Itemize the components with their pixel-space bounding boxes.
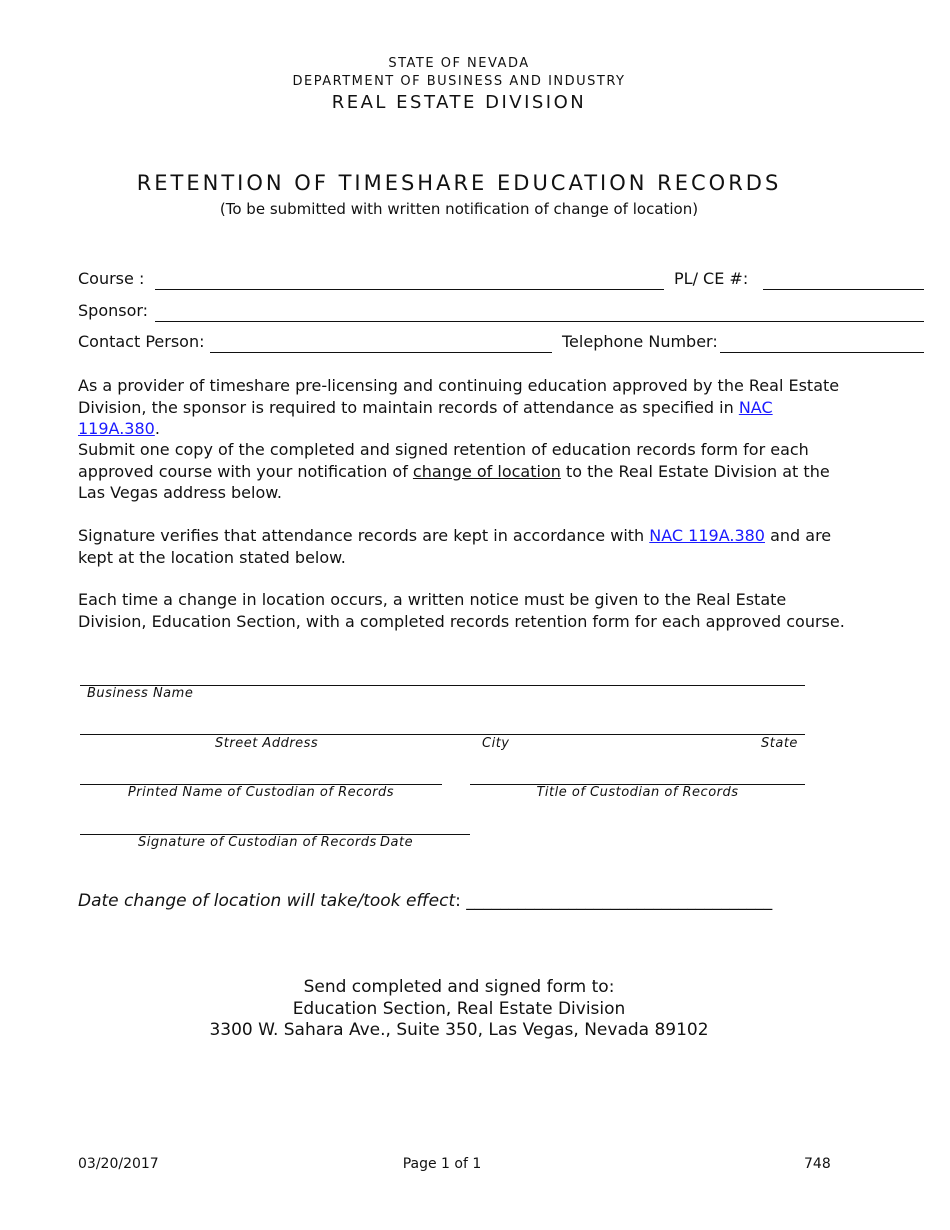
header-division: REAL ESTATE DIVISION (331, 92, 587, 113)
signature-caption: Signature of Custodian of Records (138, 835, 377, 850)
telephone-field[interactable] (720, 352, 924, 353)
change-of-location-text: change of location (412, 461, 561, 481)
contact-person-label: Contact Person: (78, 332, 205, 351)
sponsor-label: Sponsor: (78, 301, 149, 320)
address-field[interactable] (80, 734, 805, 735)
course-label: Course : (78, 269, 145, 288)
telephone-label: Telephone Number: (562, 332, 718, 351)
course-field[interactable] (155, 289, 664, 290)
nac-link-2[interactable]: NAC 119A.380 (649, 526, 765, 545)
nac-link-1[interactable]: NAC 119A.380 (78, 397, 773, 438)
header-department: DEPARTMENT OF BUSINESS AND INDUSTRY (292, 74, 626, 89)
effective-date-row[interactable]: Date change of location will take/took effect: ____________________________________ (78, 891, 773, 911)
contact-person-field[interactable] (210, 352, 552, 353)
printed-name-caption: Printed Name of Custodian of Records (127, 785, 395, 800)
send-line-2: Education Section, Real Estate Division (292, 999, 626, 1019)
effective-date-label: Date change of location will take/took effect (78, 891, 456, 911)
effective-date-blank[interactable]: ____________________________________ (460, 891, 773, 911)
send-line-1: Send completed and signed form to: (303, 977, 615, 997)
paragraph-provider: As a provider of timeshare pre-licensing and continuing education approved by the Real Estate Division, the sponsor is required to maintain records of attendance as specified in NAC 119A.380. (78, 376, 840, 438)
footer-page: Page 1 of 1 (402, 1156, 482, 1172)
send-line-3: 3300 W. Sahara Ave., Suite 350, Las Vegas, Nevada 89102 (209, 1020, 709, 1040)
state-caption: State (761, 736, 798, 751)
header-state: STATE OF NEVADA (388, 56, 530, 71)
plce-field[interactable] (763, 289, 924, 290)
footer-date: 03/20/2017 (78, 1156, 159, 1172)
paragraph-change: Each time a change in location occurs, a written notice must be given to the Real Estate Division, Education Section, with a completed records retention form for each approved course. (78, 590, 845, 631)
city-caption: City (482, 736, 510, 751)
paragraph-signature: Signature verifies that attendance records are kept in accordance with NAC 119A.380 and are kept at the location stated below. (78, 526, 832, 567)
footer-form-number: 748 (804, 1156, 831, 1172)
title-custodian-caption: Title of Custodian of Records (536, 785, 739, 800)
sponsor-field[interactable] (155, 321, 924, 322)
date-caption: Date (380, 835, 414, 850)
paragraph-submit: Submit one copy of the completed and signed retention of education records form for each approved course with your notification of change of location to the Real Estate Division at the Las Vegas address below. (78, 440, 830, 502)
street-address-caption: Street Address (215, 736, 319, 751)
form-subtitle: (To be submitted with written notification of change of location) (219, 200, 699, 218)
plce-label: PL/ CE #: (674, 269, 749, 288)
form-title: RETENTION OF TIMESHARE EDUCATION RECORDS (136, 171, 782, 195)
business-name-caption: Business Name (87, 686, 194, 701)
